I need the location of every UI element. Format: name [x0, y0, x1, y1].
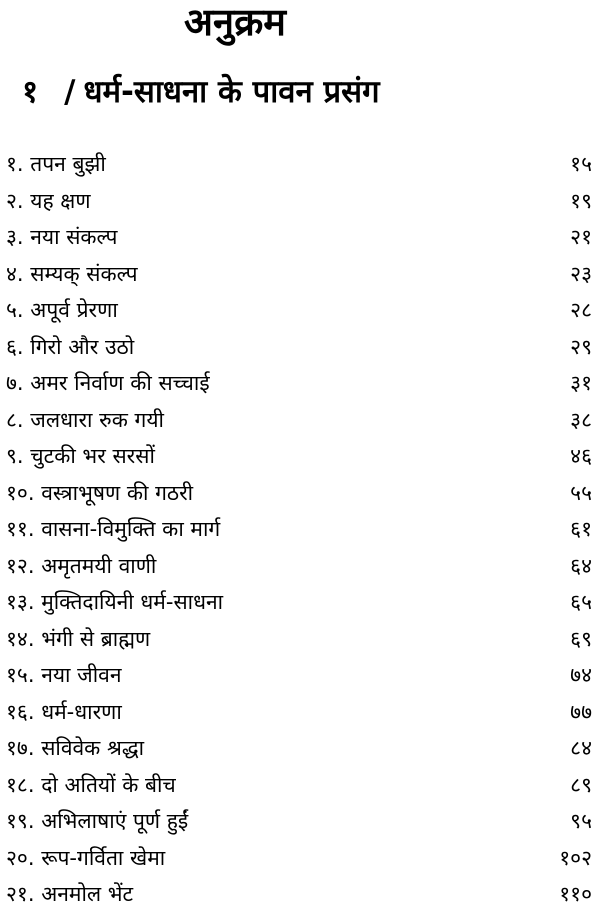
toc-page-number: ९५ — [570, 809, 592, 833]
page-title: अनुक्रम — [183, 0, 287, 44]
toc-entry: ३. नया संकल्प — [6, 225, 118, 249]
toc-entry: १९. अभिलाषाएं पूर्ण हुईं — [6, 809, 189, 833]
toc-row — [0, 183, 600, 220]
toc-entry: १७. सविवेक श्रद्धा — [6, 736, 145, 760]
toc-row — [0, 511, 600, 548]
toc-page-number: ६१ — [570, 517, 592, 541]
toc-page-number: ६९ — [570, 626, 592, 651]
toc-page-number: ११० — [559, 882, 592, 906]
toc-page-number: ६४ — [570, 553, 592, 578]
toc-entry: २०. रूप-गर्विता खेमा — [6, 845, 166, 870]
section-separator: / — [64, 74, 76, 110]
toc-page-number: २३ — [570, 261, 592, 286]
toc-entry: ७. अमर निर्वाण की सच्चाई — [6, 371, 210, 395]
toc-page-number: २८ — [570, 298, 592, 322]
toc-row — [0, 767, 600, 804]
toc-page-number: ७४ — [570, 663, 592, 687]
toc-row — [0, 146, 600, 183]
table-of-contents — [0, 146, 600, 913]
toc-entry: ४. सम्यक् संकल्प — [6, 261, 138, 286]
toc-page-number: ८९ — [570, 772, 592, 797]
toc-row — [0, 256, 600, 293]
toc-row — [0, 621, 600, 658]
toc-page-number: ६५ — [570, 590, 592, 614]
toc-entry: १०. वस्त्राभूषण की गठरी — [6, 480, 194, 505]
toc-entry: १५. नया जीवन — [6, 663, 122, 687]
toc-page-number: ३८ — [570, 407, 592, 432]
toc-entry: १. तपन बुझी — [6, 152, 106, 176]
toc-row — [0, 803, 600, 840]
toc-page-number: ३१ — [570, 371, 592, 395]
toc-row — [0, 402, 600, 439]
toc-entry: ९. चुटकी भर सरसों — [6, 444, 155, 468]
toc-entry: ११. वासना-विमुक्ति का मार्ग — [6, 517, 221, 541]
toc-page-number: ५५ — [570, 480, 592, 505]
toc-page-number: १०२ — [559, 845, 592, 870]
toc-entry: १४. भंगी से ब्राह्मण — [6, 626, 151, 651]
toc-entry: ८. जलधारा रुक गयी — [6, 407, 164, 432]
toc-page-number: २९ — [570, 334, 592, 359]
section-heading — [22, 72, 380, 112]
toc-entry: १२. अमृतमयी वाणी — [6, 553, 157, 578]
toc-entry: १३. मुक्तिदायिनी धर्म-साधना — [6, 590, 224, 614]
toc-row — [0, 365, 600, 402]
toc-page-number: ७७ — [570, 699, 592, 724]
toc-entry: २१. अनमोल भेंट — [6, 882, 134, 906]
toc-entry: ५. अपूर्व प्रेरणा — [6, 298, 118, 322]
toc-row — [0, 840, 600, 877]
toc-row — [0, 694, 600, 731]
toc-page-number: ४६ — [570, 444, 592, 468]
toc-page-number: २१ — [570, 225, 592, 249]
toc-row — [0, 876, 600, 913]
toc-entry: १६. धर्म-धारणा — [6, 699, 122, 724]
toc-page-number: ८४ — [570, 736, 592, 760]
toc-entry: ६. गिरो और उठो — [6, 334, 135, 359]
toc-page-number: १५ — [570, 152, 592, 176]
toc-entry: १८. दो अतियों के बीच — [6, 772, 176, 797]
toc-page-number: १९ — [570, 188, 592, 213]
toc-row — [0, 657, 600, 694]
toc-row — [0, 584, 600, 621]
toc-row — [0, 292, 600, 329]
toc-row — [0, 438, 600, 475]
toc-row — [0, 730, 600, 767]
toc-entry: २. यह क्षण — [6, 188, 91, 213]
section-title: धर्म-साधना के पावन प्रसंग — [83, 74, 380, 110]
toc-row — [0, 219, 600, 256]
toc-row — [0, 329, 600, 366]
section-number: १ — [22, 74, 39, 110]
toc-row — [0, 475, 600, 512]
toc-row — [0, 548, 600, 585]
